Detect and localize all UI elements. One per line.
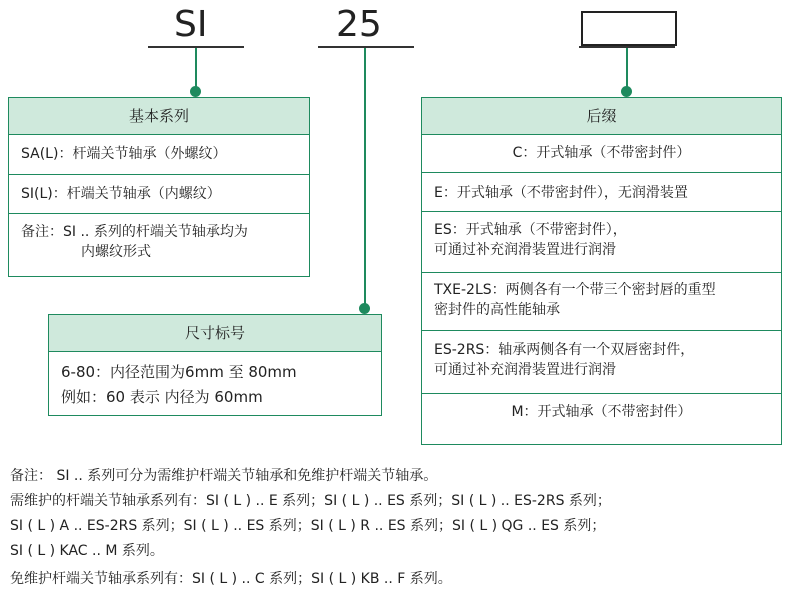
size-code-range: 6-80：内径范围为6mm 至 80mm	[61, 363, 297, 381]
basic-series-row	[9, 175, 309, 214]
notes-line-2: 需维护的杆端关节轴承系列有：SI ( L ) .. E 系列；SI ( L ) .. ES 系列；SI ( L ) .. ES-2RS 系列；	[10, 493, 611, 509]
size-connector-dot	[359, 303, 370, 314]
suffix-row-e	[422, 173, 781, 212]
basic-series-row	[9, 135, 309, 175]
suffix-connector-dot	[621, 86, 632, 97]
size-connector-vertical	[364, 48, 366, 310]
suffix-row-c	[422, 135, 781, 173]
notes-line-4: SI ( L ) KAC .. M 系列。	[10, 543, 164, 559]
notes-line-5: 免维护杆端关节轴承系列有：SI ( L ) .. C 系列；SI ( L ) KB .. F 系列。	[10, 571, 452, 587]
suffix-row-e-text: E：开式轴承（不带密封件），无润滑装置	[434, 185, 688, 201]
size-code-header: 尺寸标号	[49, 315, 381, 352]
suffix-row-es-line2: 可通过补充润滑装置进行润滑	[434, 242, 616, 258]
suffix-box	[421, 97, 782, 445]
suffix-row-es-2rs-line1: ES-2RS：轴承两侧各有一个双唇密封件，	[434, 342, 695, 358]
suffix-row-txe-2ls-line2: 密封件的高性能轴承	[434, 302, 560, 318]
basic-series-header: 基本系列	[9, 98, 309, 135]
suffix-row-m-text: M：开式轴承（不带密封件）	[511, 404, 692, 420]
suffix-row-c-text: C：开式轴承（不带密封件）	[512, 145, 691, 161]
notes-line-1: 备注： SI .. 系列可分为需维护杆端关节轴承和免维护杆端关节轴承。	[10, 468, 438, 484]
suffix-row-es-2rs-line2: 可通过补充润滑装置进行润滑	[434, 362, 616, 378]
suffix-row-es-line1: ES：开式轴承（不带密封件），	[434, 222, 627, 238]
basic-series-note-line2: 内螺纹形式	[81, 244, 151, 260]
basic-series-box	[8, 97, 310, 277]
code-part-series: SI	[174, 4, 208, 45]
basic-series-row-text: SI(L)：杆端关节轴承（内螺纹）	[21, 186, 221, 202]
series-connector-dot	[190, 86, 201, 97]
size-code-example: 例如：60 表示 内径为 60mm	[61, 388, 263, 406]
notes-line-3: SI ( L ) A .. ES-2RS 系列；SI ( L ) .. ES 系列；SI ( L ) R .. ES 系列；SI ( L ) QG .. ES 系列；	[10, 518, 606, 534]
size-underline	[318, 46, 414, 48]
basic-series-note-line1: 备注：SI .. 系列的杆端关节轴承均为	[21, 224, 248, 240]
suffix-row-txe-2ls-line1: TXE-2LS：两侧各有一个带三个密封唇的重型	[434, 282, 716, 298]
size-code-box	[48, 314, 382, 416]
suffix-row-m	[422, 394, 781, 428]
suffix-row-es	[422, 212, 781, 273]
suffix-row-es-2rs	[422, 331, 781, 394]
size-code-body	[49, 352, 381, 416]
suffix-header: 后缀	[422, 98, 781, 135]
basic-series-row-text: SA(L)：杆端关节轴承（外螺纹）	[21, 146, 227, 162]
suffix-row-txe-2ls	[422, 273, 781, 331]
basic-series-note	[9, 214, 309, 268]
suffix-placeholder-box	[581, 11, 677, 46]
code-part-size: 25	[336, 4, 382, 45]
